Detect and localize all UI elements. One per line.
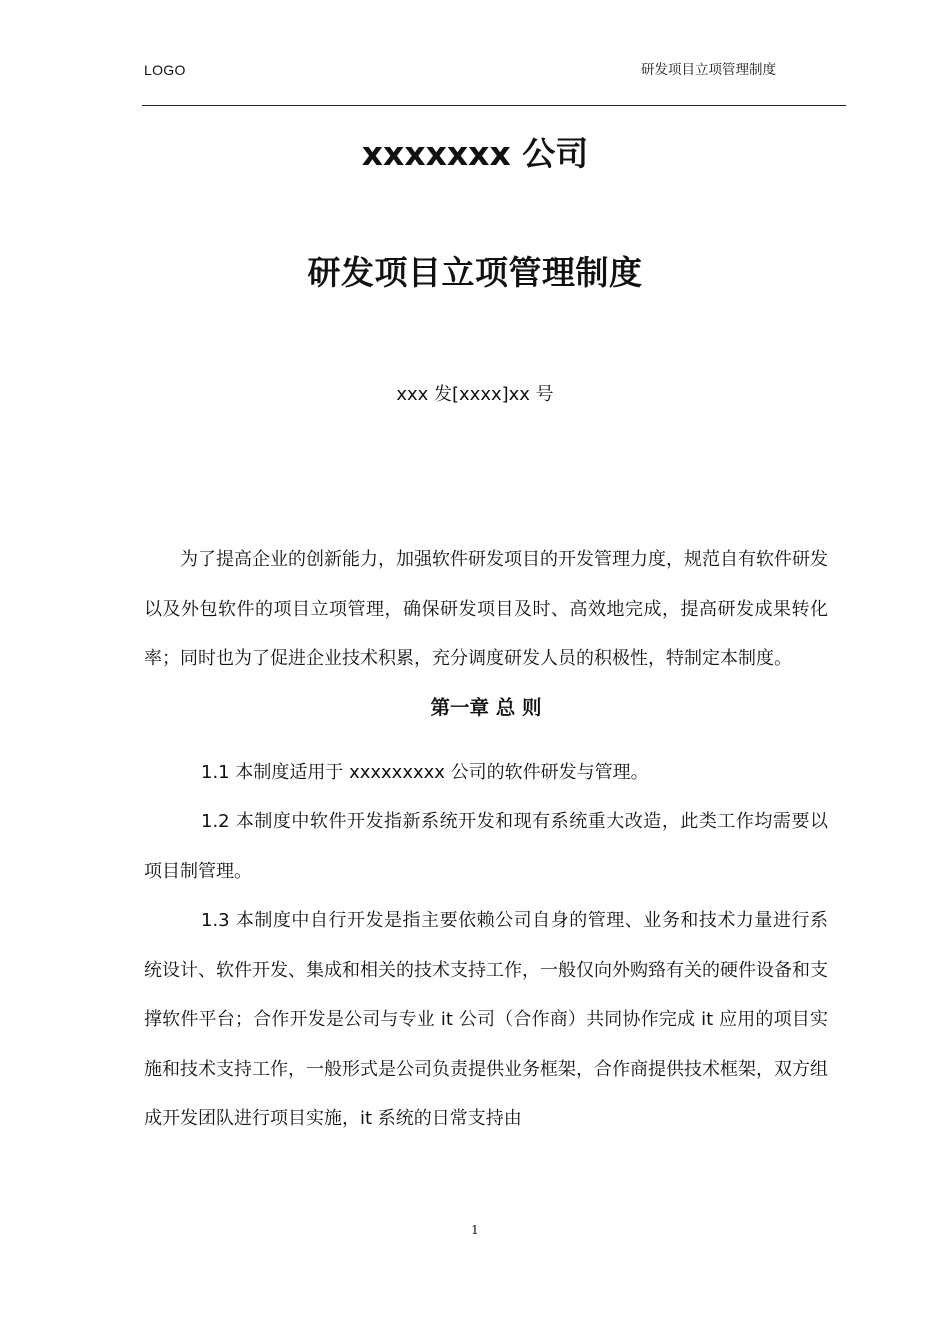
company-name: xxxxxxx 公司 xyxy=(361,134,589,173)
header-divider xyxy=(142,105,846,106)
clause-1-2: 1.2 本制度中软件开发指新系统开发和现有系统重大改造，此类工作均需要以项目制管理。 xyxy=(144,811,828,882)
document-body xyxy=(144,535,828,1144)
chapter-heading: 第一章 总 则 xyxy=(430,695,542,719)
page-number: 1 xyxy=(471,1223,479,1237)
header-document-title: 研发项目立项管理制度 xyxy=(641,62,776,78)
clause-1-3: 1.3 本制度中自行开发是指主要依赖公司自身的管理、业务和技术力量进行系统设计、软件开发、集成和相关的技术支持工作，一般仅向外购臵有关的硬件设备和支撑软件平台；合作开发是公司与专业 it 公司（合作商）共同协作完成 it 应用的项目实施和技术支持工作，一般形式是公司负责提供业务框架，合作商提供技术框架，双方组成开发团队进行项目实施，it 系统的日常支持由 xyxy=(144,910,828,1129)
clause-1-1: 1.1 本制度适用于 xxxxxxxxx 公司的软件研发与管理。 xyxy=(201,761,649,783)
intro-paragraph: 为了提高企业的创新能力，加强软件研发项目的开发管理力度，规范自有软件研发以及外包软件的项目立项管理，确保研发项目及时、高效地完成，提高研发成果转化率；同时也为了促进企业技术积累，充分调度研发人员的积极性，特制定本制度。 xyxy=(144,549,828,669)
document-title: 研发项目立项管理制度 xyxy=(307,253,643,292)
header-logo: LOGO xyxy=(144,62,186,78)
document-number: xxx 发[xxxx]xx 号 xyxy=(396,384,554,405)
